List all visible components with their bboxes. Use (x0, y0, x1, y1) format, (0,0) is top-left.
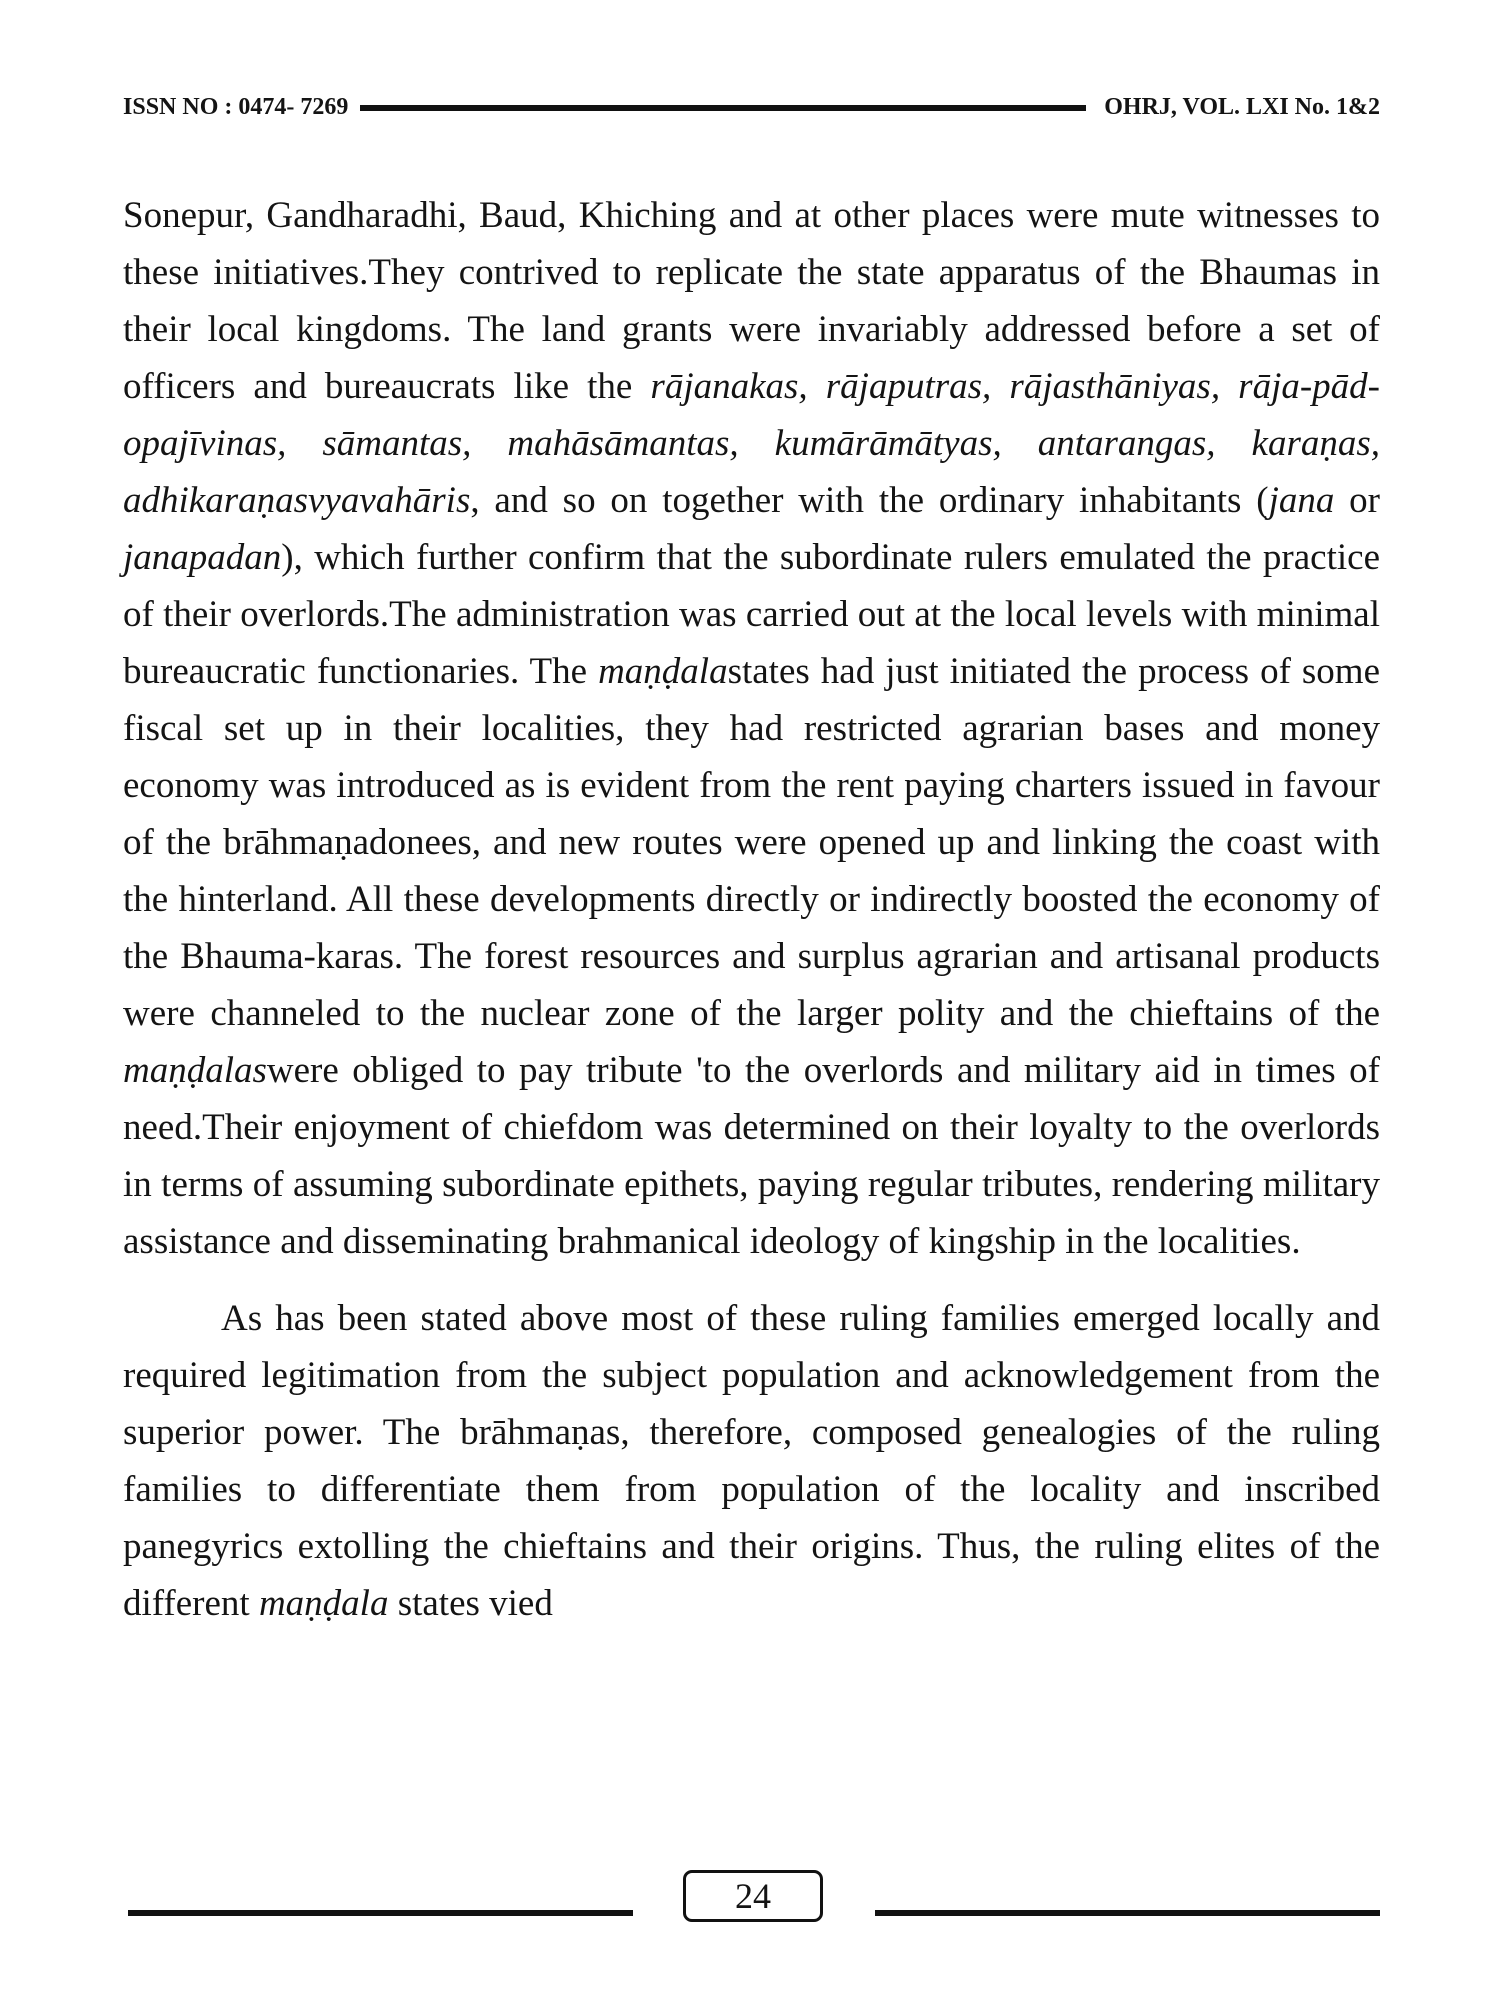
article-body (123, 187, 1380, 1632)
text-run: As has been stated above most of these ruling families emerged locally and required legitimation from the subject population and acknowledgement from the superior power. The brāhmaṇas, therefore, composed genealogies of the ruling families to differentiate them from population of the locality and inscribed panegyrics extolling the chieftains and their origins. Thus, the ruling elites of the different (123, 1298, 1380, 1624)
text-run: states had just initiated the process of some fiscal set up in their localities, they had restricted agrarian bases and money economy was introduced as is evident from the rent paying charters issued in favour of the brāhmaṇadonees, and new routes were opened up and linking the coast with the hinterland. All these developments directly or indirectly boosted the economy of the Bhauma-karas. The forest resources and surplus agrarian and artisanal products were channeled to the nuclear zone of the larger polity and the chieftains of the (123, 651, 1380, 1034)
footer-rule-right (875, 1910, 1380, 1916)
issn-number: ISSN NO : 0474- 7269 (123, 93, 349, 120)
text-run: , and so on together with the ordinary inhabitants ( (470, 480, 1269, 521)
paragraph-2 (123, 1290, 1380, 1632)
text-run: states vied (388, 1583, 553, 1624)
running-header (123, 89, 1380, 125)
italic-term-jana: jana (1268, 480, 1335, 521)
header-rule (360, 105, 1086, 111)
text-run: or (1334, 480, 1381, 521)
journal-volume: OHRJ, VOL. LXI No. 1&2 (1104, 93, 1380, 120)
italic-officer-titles: rājanakas, rājaputras, rājasthāniyas, rāja-pād-opajīvinas, sāmantas, mahāsāmantas, kumārāmātyas, antarangas, karaṇas, adhikaraṇasvyavahāris (123, 366, 1380, 521)
footer-rule-left (128, 1910, 633, 1916)
italic-term-mandala: maṇḍala (598, 651, 728, 692)
italic-term-mandalas: maṇḍalas (123, 1050, 267, 1091)
paragraph-1 (123, 187, 1380, 1270)
italic-term-janapadan: janapadan (123, 537, 282, 578)
text-run: Sonepur, Gandharadhi, Baud, Khiching and at other places were mute witnesses to these initiatives.They contrived to replicate the state apparatus of the Bhaumas in their local kingdoms. The land grants were invariably addressed before a set of officers and bureaucrats like the (123, 195, 1380, 407)
text-run: ), which further confirm that the subordinate rulers emulated the practice of their overlords.The administration was carried out at the local levels with minimal bureaucratic functionaries. The (123, 537, 1380, 692)
italic-term-mandala: maṇḍala (258, 1583, 389, 1624)
text-run: were obliged to pay tribute 'to the overlords and military aid in times of need.Their enjoyment of chiefdom was determined on their loyalty to the overlords in terms of assuming subordinate epithets, paying regular tributes, rendering military assistance and disseminating brahmanical ideology of kingship in the localities. (123, 1050, 1380, 1262)
page-number: 24 (683, 1870, 823, 1922)
page-footer (123, 1870, 1380, 1930)
